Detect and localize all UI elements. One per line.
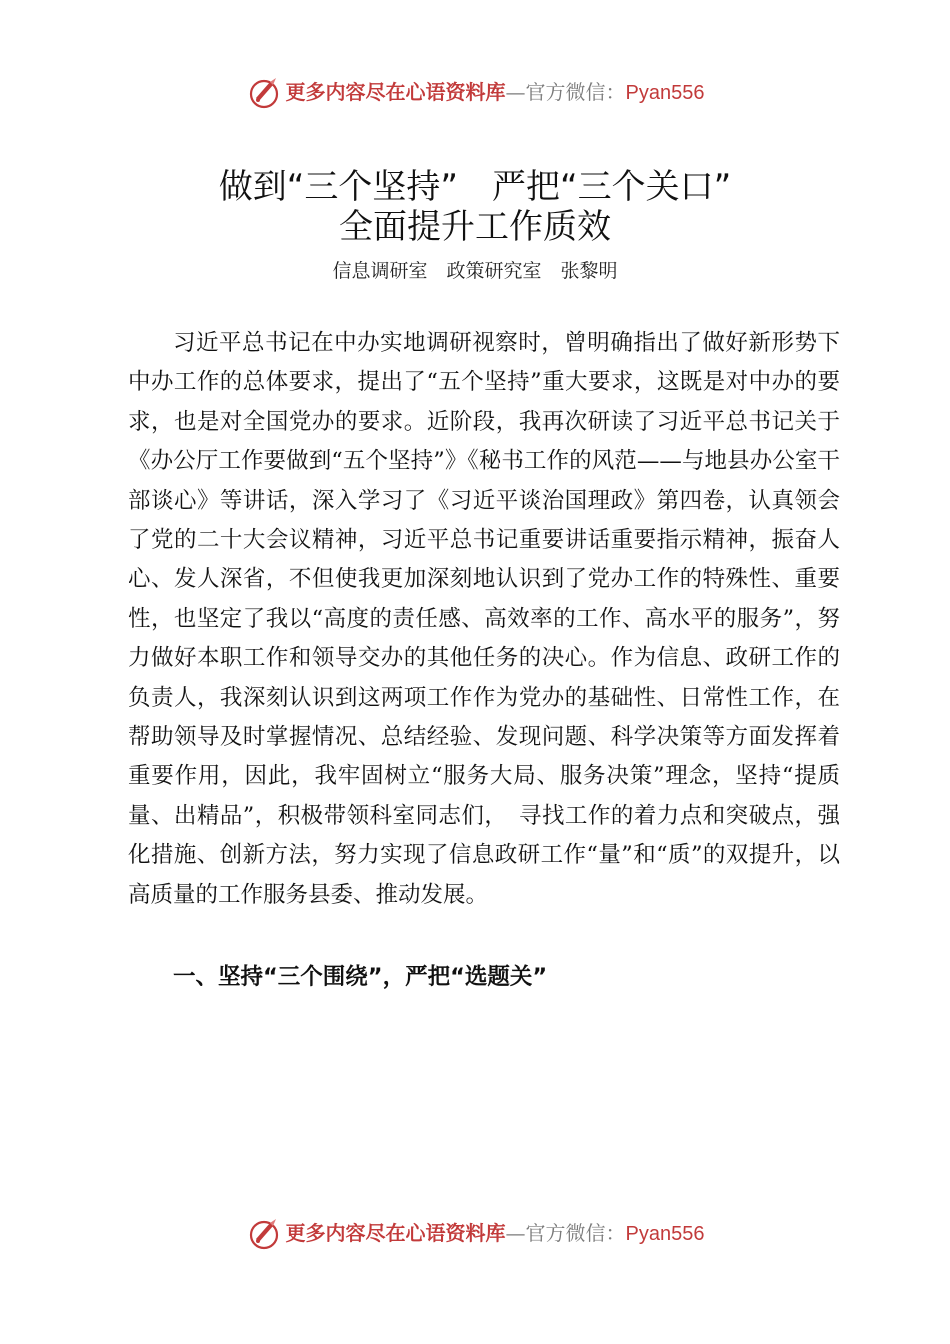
document-title-line-1: 做到“三个坚持” 严把“三个关口” — [218, 167, 732, 207]
watermark-text — [285, 1220, 705, 1245]
watermark-wechat-label: —官方微信： — [505, 1220, 626, 1245]
section-heading-1: 一、坚持“三个围绕”，严把“选题关” — [173, 964, 548, 990]
watermark-library-name: 更多内容尽在心语资料库 — [285, 1220, 506, 1245]
watermark-banner-bottom — [0, 1213, 950, 1253]
quill-pen-seal-icon — [246, 1215, 282, 1251]
watermark-banner-top — [0, 72, 950, 112]
document-byline: 信息调研室 政策研究室 张黎明 — [332, 260, 618, 282]
watermark-library-name: 更多内容尽在心语资料库 — [285, 79, 506, 104]
document-title-line-2: 全面提升工作质效 — [339, 207, 611, 247]
watermark-wechat-label: —官方微信： — [505, 79, 626, 104]
document-paragraph-1: 习近平总书记在中办实地调研视察时，曾明确指出了做好新形势下中办工作的总体要求，提出了“五个坚持”重大要求，这既是对中办的要求，也是对全国党办的要求。近阶段，我再次研读了习近平总书记关于《办公厅工作要做到“五个坚持”》《秘书工作的风范——与地县办公室干部谈心》等讲话，深入学习了《习近平谈治国理政》第四卷，认真领会了党的二十大会议精神，习近平总书记重要讲话重要指示精神，振奋人心、发人深省，不但使我更加深刻地认识到了党办工作的特殊性、重要性，也坚定了我以“高度的责任感、高效率的工作、高水平的服务”，努力做好本职工作和领导交办的其他任务的决心。作为信息、政研工作的负责人，我深刻认识到这两项工作作为党办的基础性、日常性工作，在帮助领导及时掌握情况、总结经验、发现问题、科学决策等方面发挥着重要作用，因此，我牢固树立“服务大局、服务决策”理念，坚持“提质量、出精品”，积极带领科室同志们， 寻找工作的着力点和突破点，强化措施、创新方法，努力实现了信息政研工作“量”和“质”的双提升，以高质量的工作服务县委、推动发展。 — [128, 330, 840, 908]
watermark-text — [285, 79, 705, 104]
watermark-wechat-account: Pyan556 — [625, 81, 705, 104]
quill-pen-seal-icon — [246, 74, 282, 110]
watermark-wechat-account: Pyan556 — [625, 1222, 705, 1245]
